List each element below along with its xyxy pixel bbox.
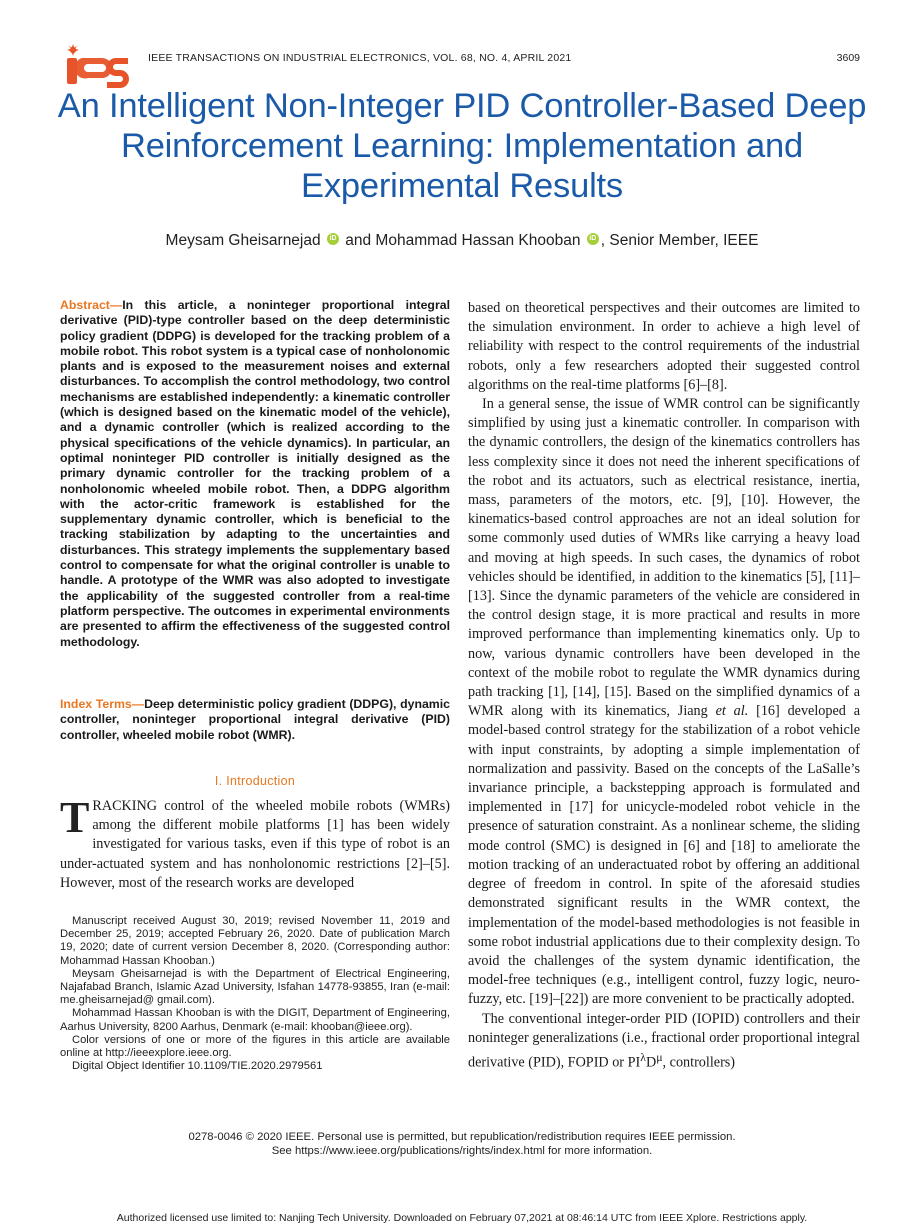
orcid-icon[interactable]: iD [327,233,339,245]
index-terms [60,697,450,743]
body-paragraph: In a general sense, the issue of WMR control can be significantly simplified by using just a kinematic controller. In comparison with the dynamic controllers, the design of the kinematics controllers has less complexity since it does not need the inherent specifications of the robot and its actuators, such as electrical resistance, inertia, mass, parameters of the motors, etc. [9], [10]. However, the kinematics-based control approaches are not an ideal solution for some commonly used duties of WMRs like carrying a heavy load and moving at high speeds. In such cases, the dynamics of robot vehicles should be identified, in addition to the kinematics [5], [11]–[13]. Since the dynamic parameters of the vehicle are considered in the control design stage, it is more practical and results in more improved performance than implementing kinematics only. Up to now, various dynamic controllers have been developed in the context of the mobile robot to regulate the WMR dynamics during path tracking [1], [14], [15]. Based on the simplified dynamics of a WMR along with its kinematics, Jiang et al. [16] developed a model-based control strategy for the stabilization of a robot vehicle with input constraints, by adopting a simple implementation of normalization and passivity. Based on the concepts of the LaSalle’s invariance principle, a backstepping approach is formulated and implemented in [17] for unicycle-modeled robot vehicle in the presence of saturation constraint. As a nonlinear scheme, the sliding mode control (SMC) is designed in [6] and [18] to ameliorate the motion tracking of an underactuated robot by offering an additional degree of freedom in control. In spite of the aforesaid studies demonstrated significant results in the WMR context, the implementation of the model-based methodologies is not feasible in some robot industrial applications due to their complexity design. To avoid the challenges of the system dynamic identification, the model-free techniques (e.g., intelligent control, fuzzy logic, neuro-fuzzy, etc. [19]–[22]) are more convenient to be practically adopted. [468,396,860,1008]
body-paragraph: based on theoretical perspectives and their outcomes are limited to the simulation environment. In order to achieve a high level of reliability with respect to the control requirements of the industrial robots, only a few researchers adopted their suggested control algorithms on the real-time platforms [6]–[8]. [468,300,860,393]
page-number: 3609 [836,52,860,64]
author-suffix: , Senior Member, IEEE [600,232,759,249]
footnote: Manuscript received August 30, 2019; revised November 11, 2019 and December 25, 2019; accepted February 26, 2020. Date of publication March 19, 2020; date of current version December 8, 2020. (Corresponding author: Mohammad Hassan Khooban.) [60,915,450,967]
paper-title: An Intelligent Non-Integer PID Controller-Based Deep Reinforcement Learning: Implementation and Experimental Results [57,87,867,205]
right-column [468,299,860,1073]
copyright-notice: 0278-0046 © 2020 IEEE. Personal use is permitted, but republication/redistribution requires IEEE permission. See https://www.ieee.org/publications/rights/index.html for more information. [40,1130,884,1158]
abstract-label: Abstract— [60,298,123,312]
section-title: Introduction [226,774,296,788]
index-terms-text: Deep deterministic policy gradient (DDPG), dynamic controller, noninteger proportional integral derivative (PID) controller, wheeled mobile robot (WMR). [60,697,450,742]
author-connector: and Mohammad Hassan Khooban [345,232,581,249]
introduction-text: RACKING control of the wheeled mobile robots (WMRs) among the different mobile platforms [1] has been widely investigated for various tasks, even if this type of robot is an under-actuated system and has nonholonomic restrictions [2]–[5]. However, most of the research works are developed [60,798,450,891]
footnotes [60,915,450,1073]
ies-logo [60,44,130,88]
introduction-paragraph [60,793,450,893]
footnote: Color versions of one or more of the figures in this article are available online at http://ieeexplore.ieee.org. [60,1033,450,1060]
abstract [60,298,450,650]
section-number: I. [214,774,223,788]
license-footer: Authorized licensed use limited to: Nanjing Tech University. Downloaded on February 07,2021 at 08:46:14 UTC from IEEE Xplore. Restrictions apply. [116,1212,808,1224]
rights-link[interactable]: See https://www.ieee.org/publications/rights/index.html for more information. [271,1145,653,1157]
footnote: Digital Object Identifier 10.1109/TIE.2020.2979561 [72,1060,323,1073]
journal-header: IEEE TRANSACTIONS ON INDUSTRIAL ELECTRONICS, VOL. 68, NO. 4, APRIL 2021 [148,52,572,64]
drop-cap: T [60,793,90,842]
orcid-icon[interactable]: iD [587,233,599,245]
author-line [40,232,884,250]
footnote: Meysam Gheisarnejad is with the Department of Electrical Engineering, Najafabad Branch, Islamic Azad University, Isfahan 14778-93855, Iran (e-mail: me.gheisarnejad@ gmail.com). [60,967,450,1007]
index-terms-label: Index Terms— [60,697,145,711]
author-1: Meysam Gheisarnejad [165,232,321,249]
footnote: Mohammad Hassan Khooban is with the DIGIT, Department of Engineering, Aarhus University, 8200 Aarhus, Denmark (e-mail: khooban@ieee.org). [60,1007,450,1033]
section-heading-introduction [60,774,450,788]
abstract-text: In this article, a noninteger proportional integral derivative (PID)-type controller based on the deep deterministic policy gradient (DDPG) is developed for the tracking problem of a mobile robot. This robot system is a typical case of nonholonomic plants and is exposed to the measurement noises and external disturbances. To accomplish the control methodology, two control mechanisms are established independently: a kinematic controller (which is designed based on the kinematic model of the vehicle), and a dynamic controller (which is realized according to the physical specifications of the vehicle dynamics). In particular, an optimal noninteger PID controller is initially designed as the primary dynamic controller for the tracking problem of a nonholonomic wheeled mobile robot. Then, a DDPG algorithm with the actor-critic framework is established for the supplementary dynamic controller, which is beneficial to the tracking stabilization by adapting to the uncertainties and disturbances. This strategy implements the supplementary based control to compensate for what the original controller is unable to handle. A prototype of the WMR was also adopted to investigate the applicability of the suggested controller from a real-time platform perspective. The outcomes in experimental environments are presented to affirm the effectiveness of the suggested control methodology. [60,298,450,649]
body-paragraph: The conventional integer-order PID (IOPID) controllers and their noninteger generalizations (i.e., fractional order proportional integral derivative (PID), FOPID or $PI^\lambda D^\mu$, controllers) [468,1010,860,1071]
